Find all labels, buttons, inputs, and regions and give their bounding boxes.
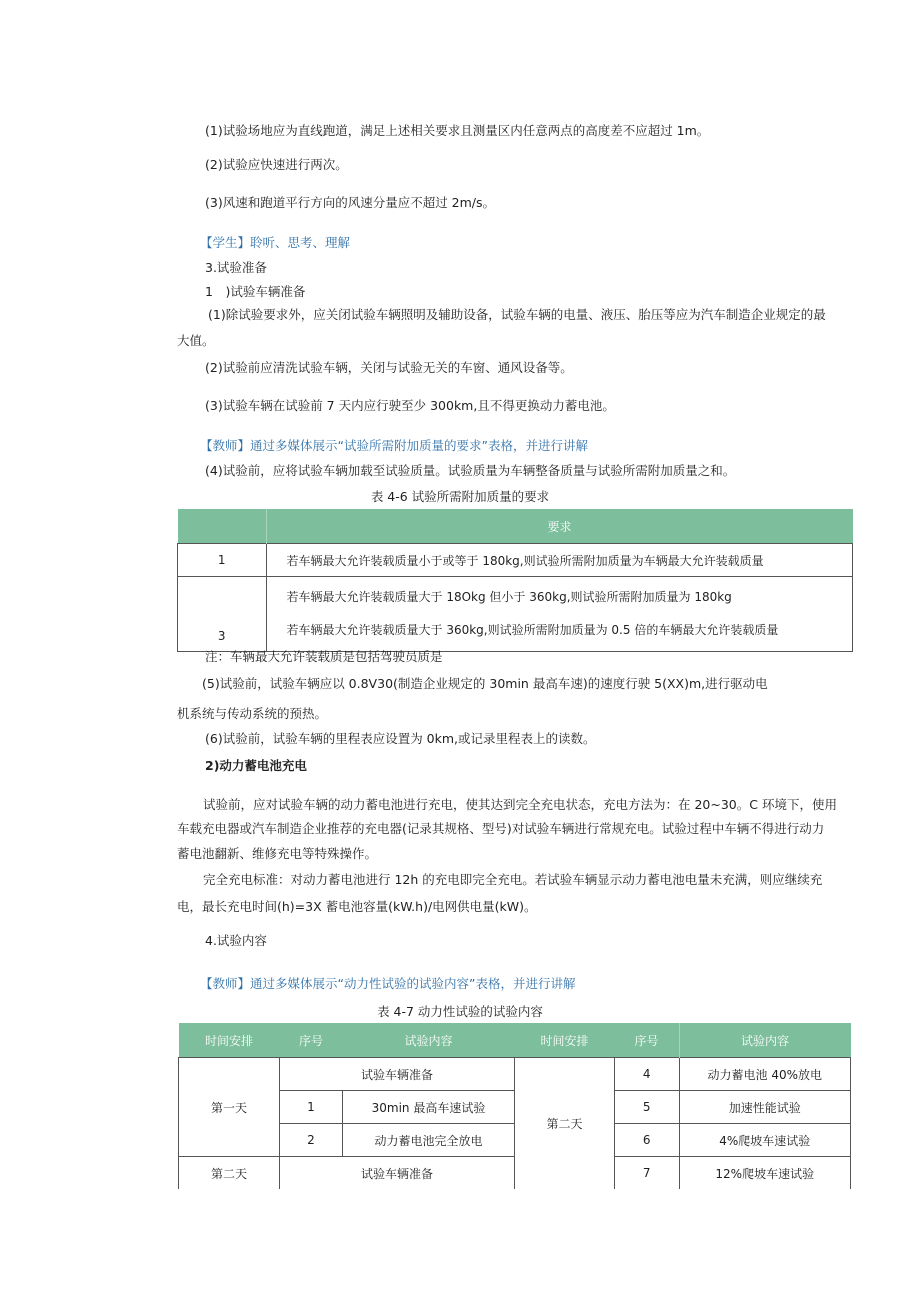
table1-title: 表 4-6 试验所需附加质量的要求 [370, 489, 550, 504]
teacher-note-2: 【教师】通过多媒体展示“动力性试验的试验内容”表格，并进行讲解 [200, 976, 576, 991]
teacher-note-1: 【教师】通过多媒体展示“试验所需附加质量的要求”表格，并进行讲解 [200, 438, 588, 453]
table1-row3-text: 若车辆最大允许装载质量大于 360kg,则试验所需附加质量为 0.5 倍的车辆最大允许装载质量 [286, 623, 779, 637]
item-6: (6)试验前，试验车辆的里程表应设置为 0km,或记录里程表上的读数。 [205, 731, 596, 746]
charge-para-1b: 车载充电器或汽车制造企业推荐的充电器(记录其规格、型号)对试验车辆进行常规充电。试验过程中车辆不得进行动力 [177, 821, 825, 836]
table2-l2-content: 动力蓄电池完全放电 [343, 1124, 515, 1157]
para-3: (3)风速和跑道平行方向的风速分量应不超过 2m/s。 [205, 195, 496, 210]
table2-r5-content: 加速性能试验 [679, 1091, 851, 1124]
heading-3: 3.试验准备 [205, 260, 267, 275]
item-3: (3)试验车辆在试验前 7 天内应行驶至少 300km,且不得更换动力蓄电池。 [205, 398, 615, 413]
table-additional-mass [177, 509, 853, 652]
table2-r4-content: 动力蓄电池 40%放电 [679, 1058, 851, 1091]
table2-l2-no: 2 [280, 1124, 343, 1157]
table1-row2-text: 若车辆最大允许装载质量大于 18Okg 但小于 360kg,则试验所需附加质量为 180kg [286, 590, 732, 604]
table1-row3-no: 3 [178, 577, 267, 652]
item-5b: 机系统与传动系统的预热。 [177, 706, 328, 721]
table2-r6-content: 4%爬坡车速试验 [679, 1124, 851, 1157]
table2-title: 表 4-7 动力性试验的试验内容 [377, 1004, 543, 1019]
charge-para-2a: 完全充电标准：对动力蓄电池进行 12h 的充电即完全充电。若试验车辆显示动力蓄电池电量未充满，则应继续充 [203, 872, 823, 887]
heading-3-2: 2)动力蓄电池充电 [205, 758, 307, 773]
table1-header-requirement: 要求 [266, 509, 853, 544]
table2-day1-prep: 试验车辆准备 [280, 1058, 515, 1091]
table2-r5-no: 5 [615, 1091, 680, 1124]
table2-r7-content: 12%爬坡车速试验 [679, 1157, 851, 1190]
table2-day1: 第一天 [179, 1058, 280, 1157]
table2-r4-no: 4 [615, 1058, 680, 1091]
charge-para-2b: 电，最长充电时间(h)=3X 蓄电池容量(kW.h)/电网供电量(kW)。 [177, 899, 537, 914]
item-2: (2)试验前应清洗试验车辆，关闭与试验无关的车窗、通风设备等。 [205, 360, 573, 375]
heading-4: 4.试验内容 [205, 933, 267, 948]
item-1a: (1)除试验要求外，应关闭试验车辆照明及辅助设备，试验车辆的电量、液压、胎压等应为汽车制造企业规定的最 [208, 307, 826, 322]
para-2: (2)试验应快速进行两次。 [205, 157, 348, 172]
table2-header-time-right: 时间安排 [515, 1023, 615, 1058]
item-5a: (5)试验前，试验车辆应以 0.8V30(制造企业规定的 30min 最高车速)的速度行驶 5(XX)m,进行驱动电 [202, 676, 768, 691]
table2-r7-no: 7 [615, 1157, 680, 1190]
para-1: (1)试验场地应为直线跑道，满足上述相关要求且测量区内任意两点的高度差不应超过 1m。 [205, 123, 710, 138]
student-note: 【学生】聆听、思考、理解 [200, 235, 351, 250]
item-4: (4)试验前，应将试验车辆加载至试验质量。试验质量为车辆整备质量与试验所需附加质量之和。 [205, 463, 736, 478]
charge-para-1a: 试验前，应对试验车辆的动力蓄电池进行充电，使其达到完全充电状态，充电方法为：在 20~30。C 环境下，使用 [203, 797, 837, 812]
table-test-content [178, 1023, 851, 1189]
item-1b: 大值。 [177, 333, 215, 348]
table1-row1-text: 若车辆最大允许装载质量小于或等于 180kg,则试验所需附加质量为车辆最大允许装载质量 [266, 544, 853, 577]
table2-l1-no: 1 [280, 1091, 343, 1124]
table2-day2-right: 第二天 [515, 1058, 615, 1190]
charge-para-1c: 蓄电池翻新、维修充电等特殊操作。 [177, 846, 378, 861]
table2-day2-prep: 试验车辆准备 [280, 1157, 515, 1190]
table2-header-no-left: 序号 [280, 1023, 343, 1058]
table2-header-no-right: 序号 [615, 1023, 680, 1058]
table2-header-content-left: 试验内容 [343, 1023, 515, 1058]
table1-row1-no: 1 [178, 544, 267, 577]
table1-footnote: 注：车辆最大允许装载质是包括驾驶员质是 [205, 649, 443, 664]
table2-r6-no: 6 [615, 1124, 680, 1157]
table2-header-time-left: 时间安排 [179, 1023, 280, 1058]
heading-3-1: 1 )试验车辆准备 [205, 284, 306, 299]
table2-day2-left: 第二天 [179, 1157, 280, 1190]
table2-header-content-right: 试验内容 [679, 1023, 851, 1058]
table2-l1-content: 30min 最高车速试验 [343, 1091, 515, 1124]
